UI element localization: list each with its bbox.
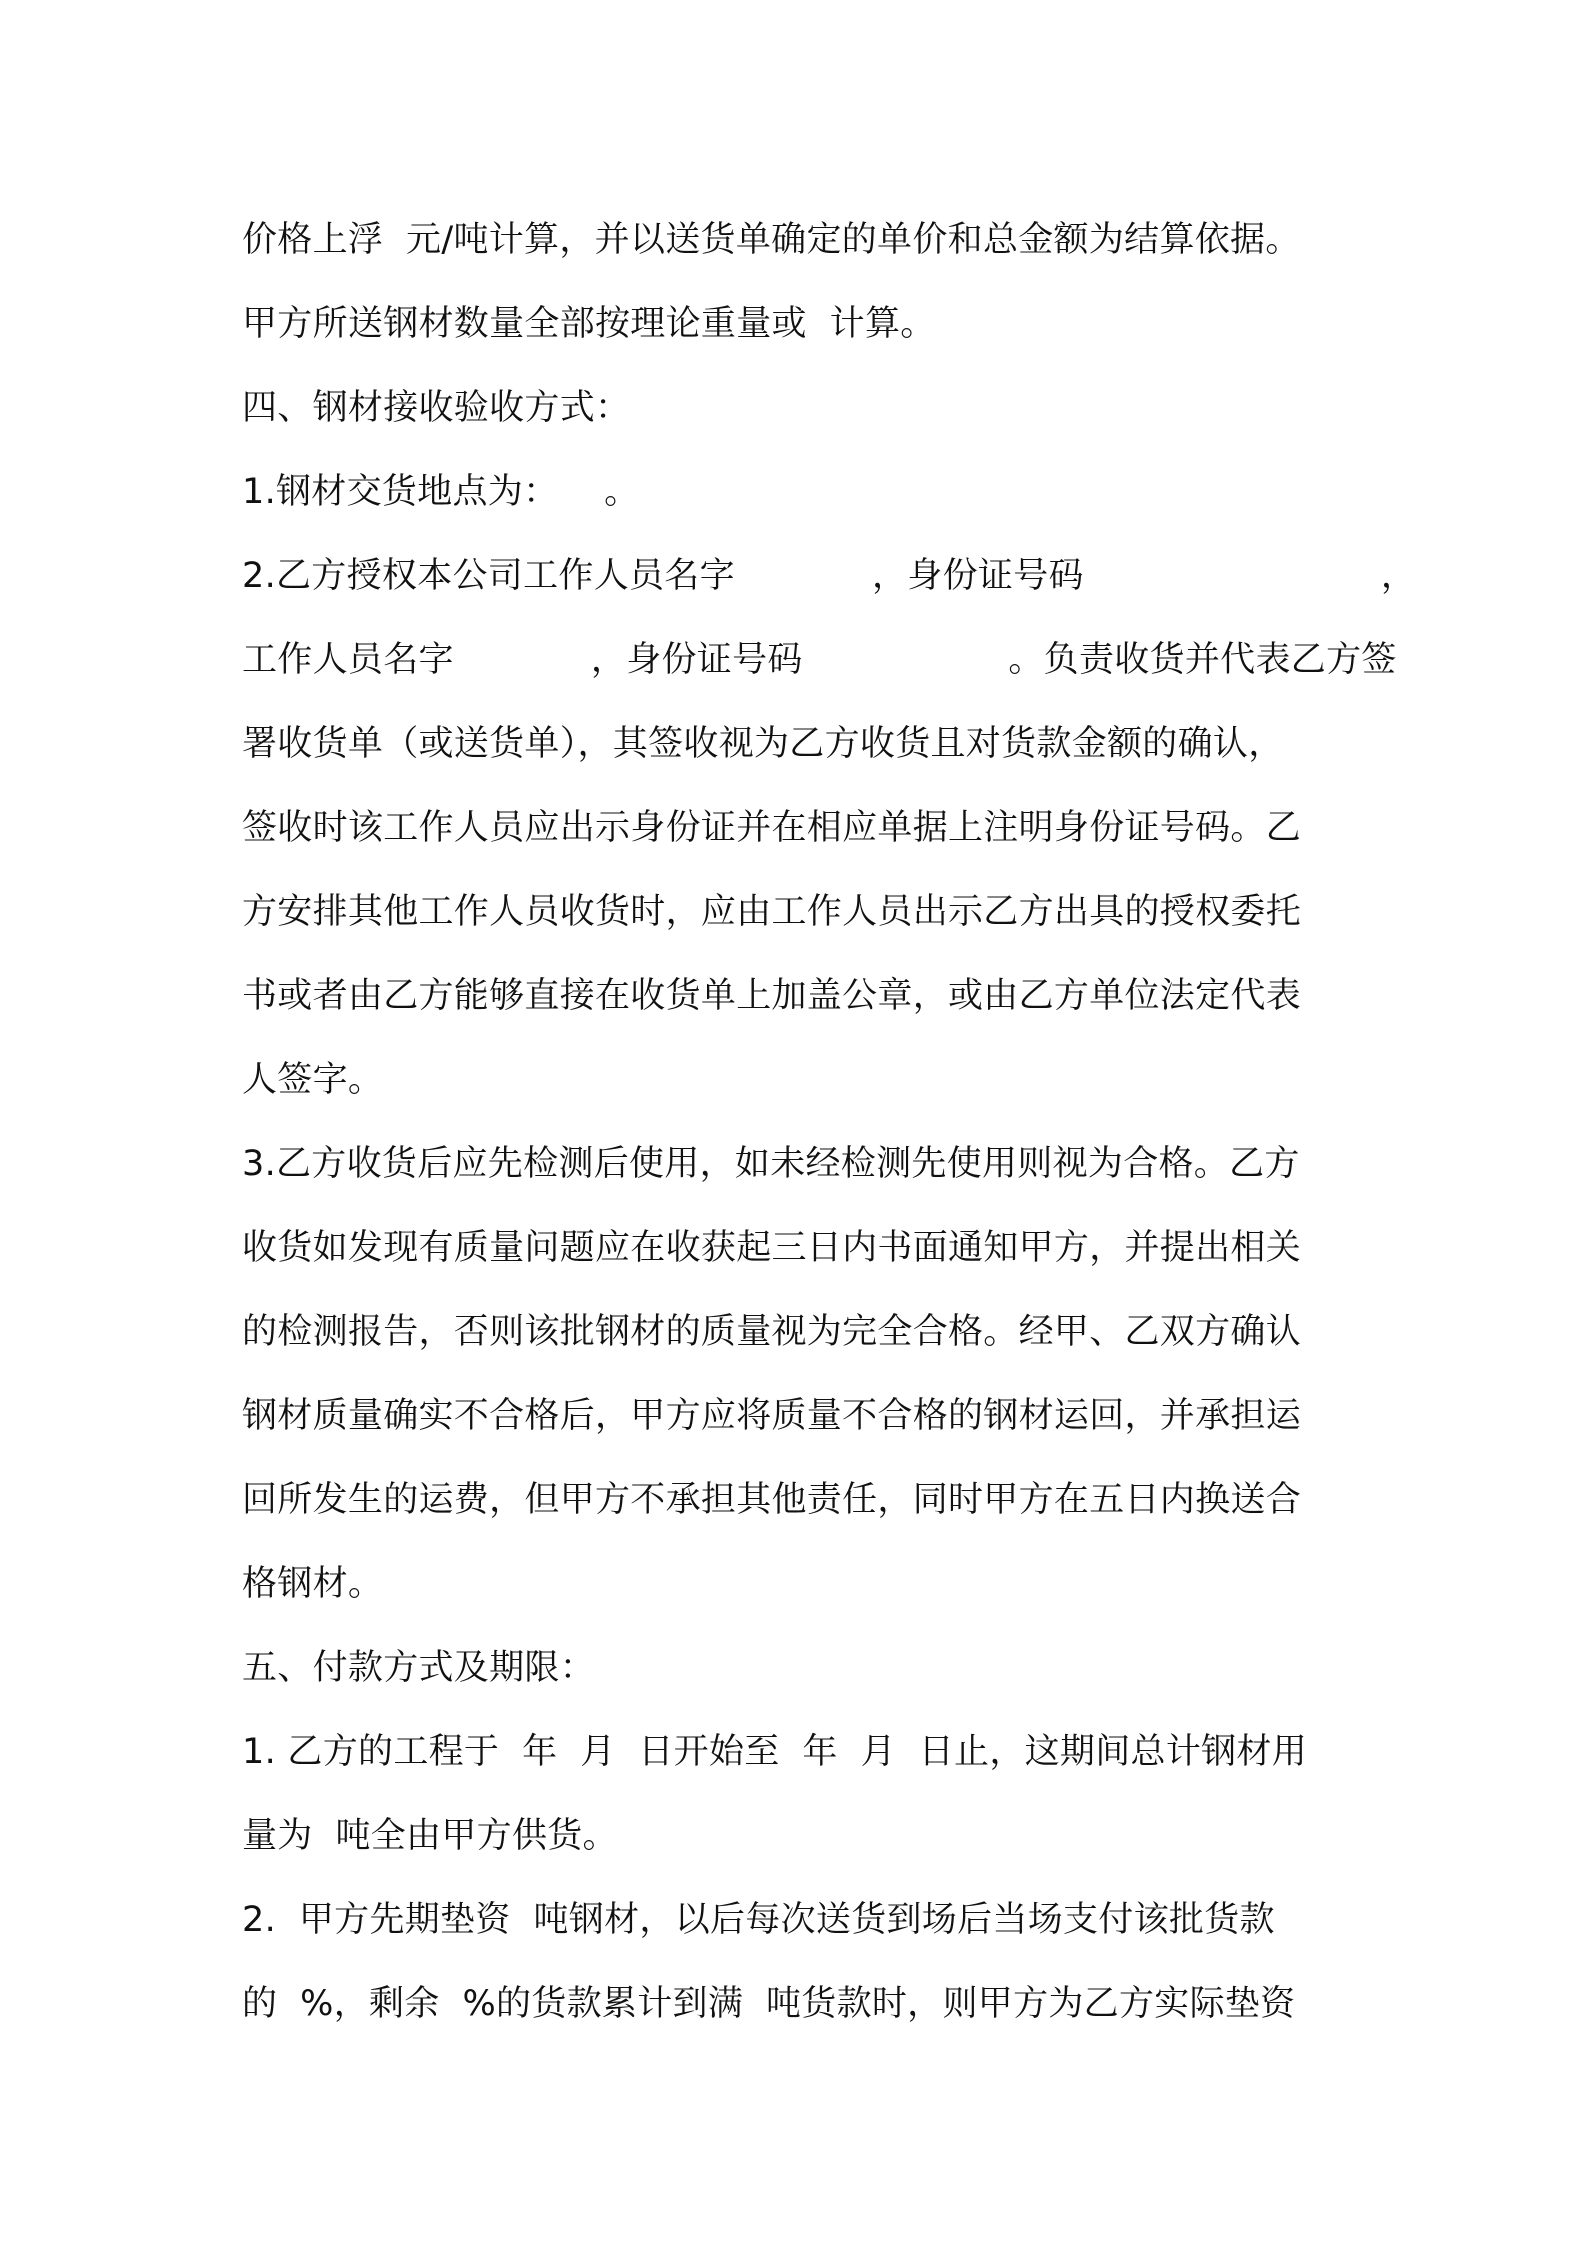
text-line: 回所发生的运费，但甲方不承担其他责任，同时甲方在五日内换送合	[242, 1480, 1302, 1520]
text-line: 人签字。	[242, 1060, 384, 1100]
text-line: 收货如发现有质量问题应在收获起三日内书面通知甲方，并提出相关	[242, 1228, 1302, 1268]
section-heading: 四、钢材接收验收方式：	[242, 388, 631, 428]
text-line: 3.乙方收货后应先检测后使用，如未经检测先使用则视为合格。乙方	[242, 1144, 1300, 1184]
text-line: 方安排其他工作人员收货时，应由工作人员出示乙方出具的授权委托	[242, 892, 1302, 932]
text-line: 的检测报告，否则该批钢材的质量视为完全合格。经甲、乙双方确认	[242, 1312, 1302, 1352]
text-line: 署收货单（或送货单），其签收视为乙方收货且对货款金额的确认，	[242, 724, 1284, 764]
text-line: 甲方所送钢材数量全部按理论重量或 计算。	[242, 304, 936, 344]
text-line: 钢材质量确实不合格后，甲方应将质量不合格的钢材运回，并承担运	[242, 1396, 1302, 1436]
text-line: 1. 乙方的工程于 年 月 日开始至 年 月 日止，这期间总计钢材用	[242, 1732, 1308, 1772]
text-line: 签收时该工作人员应出示身份证并在相应单据上注明身份证号码。乙	[242, 808, 1302, 848]
text-line: 2.乙方授权本公司工作人员名字 ，身份证号码 ，	[242, 556, 1417, 596]
text-line: 价格上浮 元/吨计算，并以送货单确定的单价和总金额为结算依据。	[242, 220, 1301, 260]
text-line: 2. 甲方先期垫资 吨钢材，以后每次送货到场后当场支付该批货款	[242, 1900, 1275, 1940]
text-line: 的 %，剩余 %的货款累计到满 吨货款时，则甲方为乙方实际垫资	[242, 1984, 1296, 2024]
text-line: 工作人员名字 ，身份证号码 。负责收货并代表乙方签	[242, 640, 1397, 680]
document-body	[242, 198, 1417, 2046]
text-line: 书或者由乙方能够直接在收货单上加盖公章，或由乙方单位法定代表	[242, 976, 1302, 1016]
section-heading: 五、付款方式及期限：	[242, 1648, 596, 1688]
text-line: 格钢材。	[242, 1564, 384, 1604]
text-line: 1.钢材交货地点为： 。	[242, 472, 640, 512]
text-line: 量为 吨全由甲方供货。	[242, 1816, 618, 1856]
